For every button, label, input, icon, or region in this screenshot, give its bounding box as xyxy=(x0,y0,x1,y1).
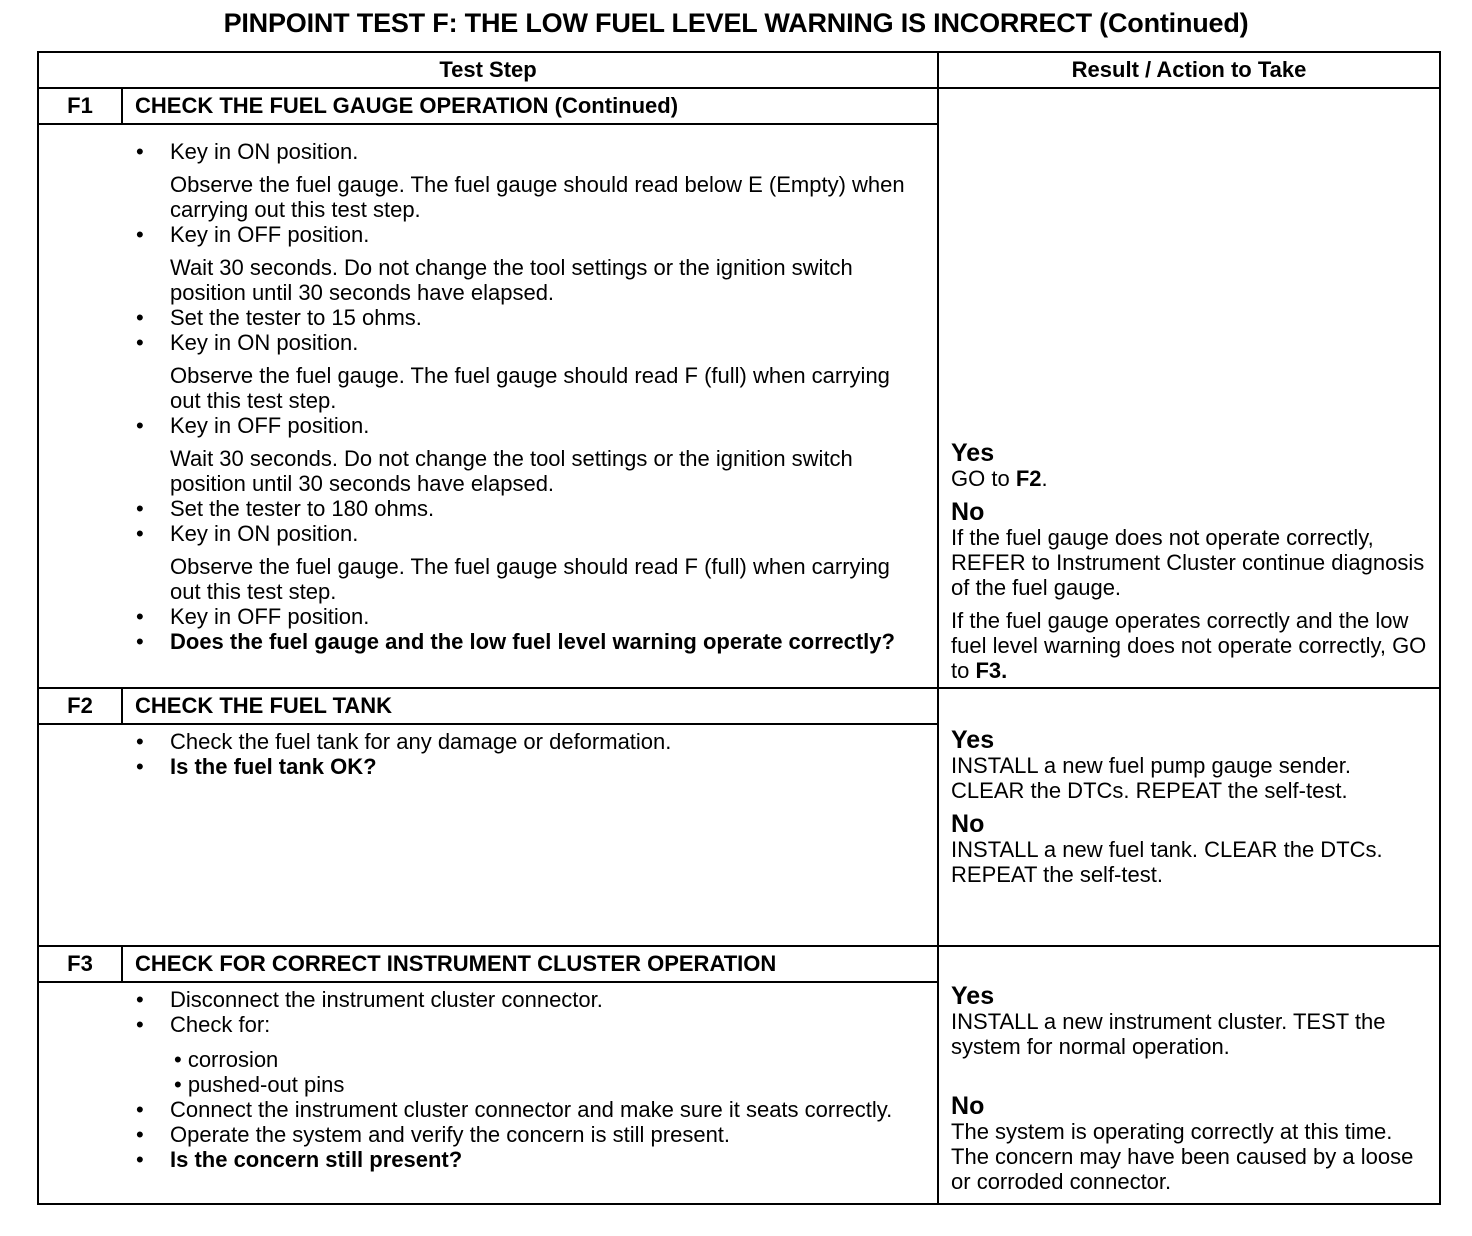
bullet: • xyxy=(136,521,144,546)
bullet: • xyxy=(136,330,144,355)
list-item xyxy=(136,629,907,654)
list-item xyxy=(136,139,907,164)
list-item xyxy=(136,413,907,438)
no-action: INSTALL a new fuel tank. CLEAR the DTCs. REPEAT the self-test. xyxy=(951,837,1383,887)
yes-label: Yes xyxy=(951,726,995,754)
bullet: • xyxy=(136,222,144,247)
step-note: Wait 30 seconds. Do not change the tool settings or the ignition switch position until 30 seconds have elapsed. xyxy=(170,446,853,496)
list-item xyxy=(136,1122,907,1147)
bullet: • xyxy=(136,1122,144,1147)
list-item xyxy=(136,521,907,546)
punct: . xyxy=(1041,466,1048,491)
result-cell-f1 xyxy=(938,88,1440,688)
list-item xyxy=(136,604,907,629)
step-body-f1 xyxy=(122,124,938,688)
no-label: No xyxy=(951,1092,985,1120)
yes-text: GO to xyxy=(951,466,1016,491)
step-text: Key in OFF position. xyxy=(170,604,370,629)
page-title: PINPOINT TEST F: THE LOW FUEL LEVEL WARNING IS INCORRECT (Continued) xyxy=(223,8,1249,38)
yes-action: INSTALL a new fuel pump gauge sender. CLEAR the DTCs. REPEAT the self-test. xyxy=(951,753,1351,803)
step-text: Set the tester to 180 ohms. xyxy=(170,496,435,521)
step-text: Disconnect the instrument cluster connector. xyxy=(170,987,603,1012)
step-text: Key in ON position. xyxy=(170,139,359,164)
step-note: Observe the fuel gauge. The fuel gauge should read below E (Empty) when carrying out this test step. xyxy=(170,172,905,222)
step-text: Key in ON position. xyxy=(170,521,359,546)
yes-label: Yes xyxy=(951,982,995,1010)
step-text: Key in OFF position. xyxy=(170,413,370,438)
step-ref-f3: F3. xyxy=(975,658,1008,683)
no-label: No xyxy=(951,810,985,838)
bullet: • xyxy=(136,629,144,654)
step-text: Operate the system and verify the concern is still present. xyxy=(170,1122,731,1147)
no-text: If the fuel gauge operates correctly and the low fuel level warning does not operate correctly, GO to xyxy=(951,608,1427,683)
bullet: • xyxy=(136,604,144,629)
spacer-cell xyxy=(38,982,122,1204)
list-item xyxy=(136,729,907,754)
no-label: No xyxy=(951,498,985,526)
step-question: Is the fuel tank OK? xyxy=(170,754,377,779)
pinpoint-test-table xyxy=(37,51,1441,1205)
step-heading-f3: CHECK FOR CORRECT INSTRUMENT CLUSTER OPERATION xyxy=(122,946,938,982)
result-header: Result / Action to Take xyxy=(938,52,1440,88)
sub-item: • pushed-out pins xyxy=(174,1072,345,1097)
bullet: • xyxy=(136,754,144,779)
bullet: • xyxy=(136,305,144,330)
bullet: • xyxy=(136,1097,144,1122)
step-question: Does the fuel gauge and the low fuel level warning operate correctly? xyxy=(170,629,895,654)
spacer-cell xyxy=(38,724,122,946)
step-id-f1: F1 xyxy=(38,88,122,124)
list-item xyxy=(136,987,907,1012)
step-id-f3: F3 xyxy=(38,946,122,982)
step-body-f3 xyxy=(122,982,938,1204)
bullet: • xyxy=(136,1012,144,1037)
no-action: If the fuel gauge does not operate correctly, REFER to Instrument Cluster continue diagnosis of the fuel gauge. xyxy=(951,525,1425,600)
yes-action xyxy=(951,466,1429,491)
step-text: Key in ON position. xyxy=(170,330,359,355)
bullet: • xyxy=(136,413,144,438)
result-cell-f3 xyxy=(938,946,1440,1204)
list-item xyxy=(136,1012,907,1037)
list-item xyxy=(136,1147,907,1172)
step-ref-f2: F2 xyxy=(1015,466,1042,491)
list-item xyxy=(136,754,907,779)
list-item xyxy=(136,305,907,330)
list-item xyxy=(136,222,907,247)
bullet: • xyxy=(136,1147,144,1172)
no-action-2 xyxy=(951,608,1429,683)
spacer-cell xyxy=(38,124,122,688)
list-item xyxy=(136,496,907,521)
step-note: Wait 30 seconds. Do not change the tool settings or the ignition switch position until 30 seconds have elapsed. xyxy=(170,255,853,305)
step-text: Connect the instrument cluster connector and make sure it seats correctly. xyxy=(170,1097,893,1122)
bullet: • xyxy=(136,729,144,754)
step-text: Key in OFF position. xyxy=(170,222,370,247)
bullet: • xyxy=(136,987,144,1012)
step-body-f2 xyxy=(122,724,938,946)
result-cell-f2 xyxy=(938,688,1440,946)
step-text: Check the fuel tank for any damage or deformation. xyxy=(170,729,672,754)
step-heading-f1: CHECK THE FUEL GAUGE OPERATION (Continued) xyxy=(122,88,938,124)
sub-item: • corrosion xyxy=(174,1047,279,1072)
step-text: Set the tester to 15 ohms. xyxy=(170,305,422,330)
list-item xyxy=(136,330,907,355)
step-id-f2: F2 xyxy=(38,688,122,724)
bullet: • xyxy=(136,496,144,521)
step-note: Observe the fuel gauge. The fuel gauge should read F (full) when carrying out this test step. xyxy=(170,363,890,413)
step-question: Is the concern still present? xyxy=(170,1147,463,1172)
bullet: • xyxy=(136,139,144,164)
test-step-header: Test Step xyxy=(38,52,938,88)
yes-action: INSTALL a new instrument cluster. TEST the system for normal operation. xyxy=(951,1009,1386,1059)
list-item xyxy=(136,1097,907,1122)
step-heading-f2: CHECK THE FUEL TANK xyxy=(122,688,938,724)
step-note: Observe the fuel gauge. The fuel gauge should read F (full) when carrying out this test step. xyxy=(170,554,890,604)
yes-label: Yes xyxy=(951,439,995,467)
step-text: Check for: xyxy=(170,1012,271,1037)
no-action: The system is operating correctly at this time. The concern may have been caused by a loose or corroded connector. xyxy=(951,1119,1414,1194)
